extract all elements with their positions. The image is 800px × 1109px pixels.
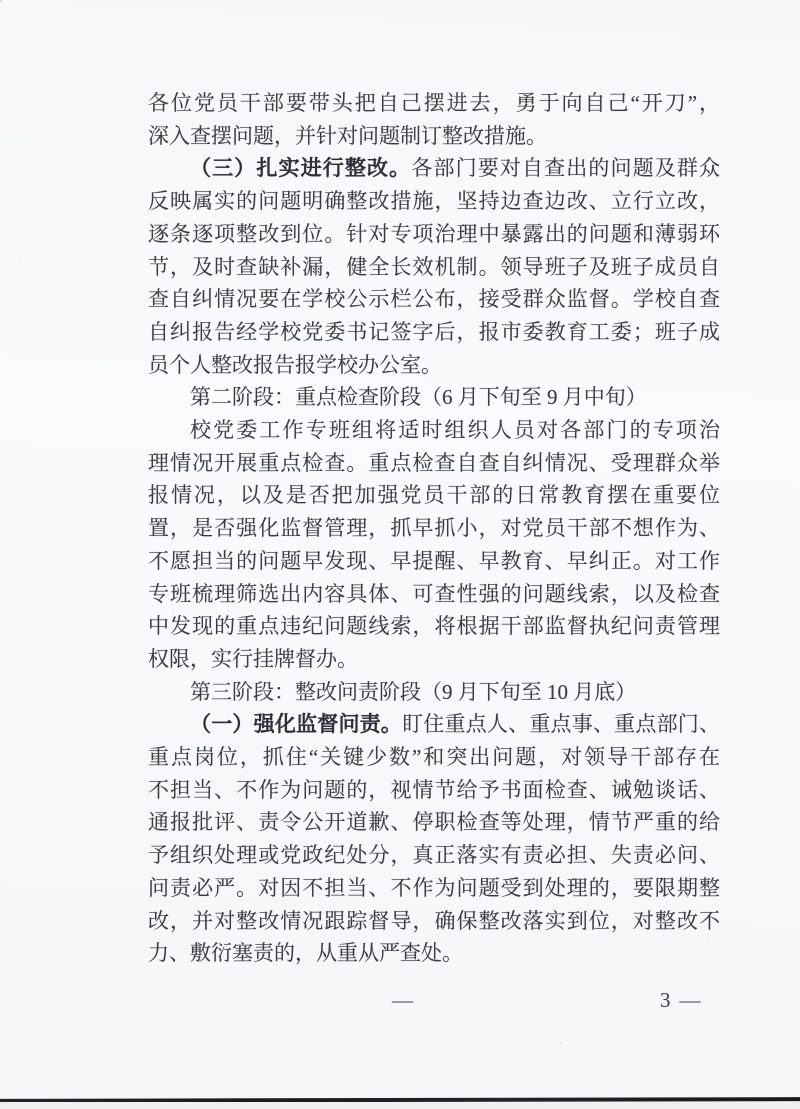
text-line: [148, 218, 720, 251]
text-line: [148, 87, 720, 120]
text-line: [148, 905, 720, 938]
text-line: [148, 316, 720, 349]
text-line: [148, 447, 720, 480]
text-segment: 盯住重点人、重点事、重点部门、: [402, 712, 721, 737]
text-segment: 反映属实的问题明确整改措施，坚持边查边改、立行立改，: [148, 189, 720, 214]
text-line: [148, 839, 720, 872]
heading-segment: （一）强化监督问责。: [190, 712, 403, 737]
text-segment: 置，是否强化监督管理，抓早抓小，对党员干部不想作为、: [148, 516, 720, 541]
text-segment: 重点岗位，抓住“关键少数”和突出问题，对领导干部存在: [148, 745, 720, 770]
page-number-group: [660, 988, 701, 1013]
text-segment: 校党委工作专班组将适时组织人员对各部门的专项治: [190, 418, 720, 443]
page-number-left-dash: —: [392, 988, 413, 1012]
text-segment: 予组织处理或党政纪处分，真正落实有责必担、失责必问、: [148, 843, 720, 868]
text-segment: 改，并对整改情况跟踪督导，确保整改落实到位，对整改不: [148, 908, 720, 933]
text-segment: 逐条逐项整改到位。针对专项治理中暴露出的问题和薄弱环: [148, 221, 720, 246]
text-line: [148, 120, 720, 153]
text-line: [148, 774, 720, 807]
text-line: [148, 806, 720, 839]
text-segment: 第二阶段：重点检查阶段（6 月下旬至 9 月中旬）: [190, 385, 647, 410]
text-segment: 报情况，以及是否把加强党员干部的日常教育摆在重要位: [148, 483, 720, 508]
text-segment: 通报批评、责令公开道歉、停职检查等处理，情节严重的给: [148, 810, 720, 835]
text-segment: 各位党员干部要带头把自己摆进去，勇于向自己“开刀”，: [148, 91, 720, 115]
text-line: [148, 610, 720, 643]
text-segment: 理情况开展重点检查。重点检查自查自纠情况、受理群众举: [148, 450, 720, 475]
text-line: [148, 578, 720, 611]
text-line: [148, 414, 720, 447]
text-segment: 中发现的重点违纪问题线索，将根据干部监督执纪问责管理: [148, 614, 720, 639]
text-line: [148, 872, 720, 905]
text-segment: 问责必严。对因不担当、不作为问题受到处理的，要限期整: [148, 875, 720, 900]
text-segment: 第三阶段：整改问责阶段（9 月下旬至 10 月底）: [190, 679, 637, 704]
text-segment: 专班梳理筛选出内容具体、可查性强的问题线索，以及检查: [148, 581, 720, 606]
text-line: [148, 545, 720, 578]
text-segment: 力、敷衍塞责的，从重从严查处。: [148, 941, 463, 966]
scan-margin-below-edge: [0, 1102, 800, 1109]
text-segment: 不愿担当的问题早发现、早提醒、早教育、早纠正。对工作: [148, 548, 720, 573]
text-line: [148, 676, 720, 709]
page-number: 3: [660, 988, 671, 1012]
text-line: [148, 185, 720, 218]
heading-segment: （三）扎实进行整改。: [190, 156, 412, 181]
text-line: [148, 937, 720, 970]
text-segment: 节，及时查缺补漏，健全长效机制。领导班子及班子成员自: [148, 254, 720, 279]
text-segment: 不担当、不作为问题的，视情节给予书面检查、诫勉谈话、: [148, 777, 720, 802]
text-segment: 查自纠情况要在学校公示栏公布，接受群众监督。学校自查: [148, 287, 720, 312]
text-line: [148, 251, 720, 284]
text-line: [148, 708, 720, 741]
page-footer: [0, 988, 800, 1018]
text-segment: 权限，实行挂牌督办。: [148, 646, 358, 671]
text-line: [148, 741, 720, 774]
text-line: [148, 381, 720, 414]
text-line: [148, 283, 720, 316]
text-line: [148, 349, 720, 382]
text-segment: 自纠报告经学校党委书记签字后，报市委教育工委；班子成: [148, 319, 720, 344]
text-line: [148, 512, 720, 545]
document-body: [148, 87, 720, 970]
page-number-right-dash: —: [679, 988, 701, 1012]
text-segment: 员个人整改报告报学校办公室。: [148, 352, 442, 377]
text-line: [148, 643, 720, 676]
text-line: [148, 152, 720, 185]
text-line: [148, 479, 720, 512]
text-segment: 深入查摆问题，并针对问题制订整改措施。: [148, 123, 547, 148]
text-segment: 各部门要对自查出的问题及群众: [411, 156, 721, 181]
